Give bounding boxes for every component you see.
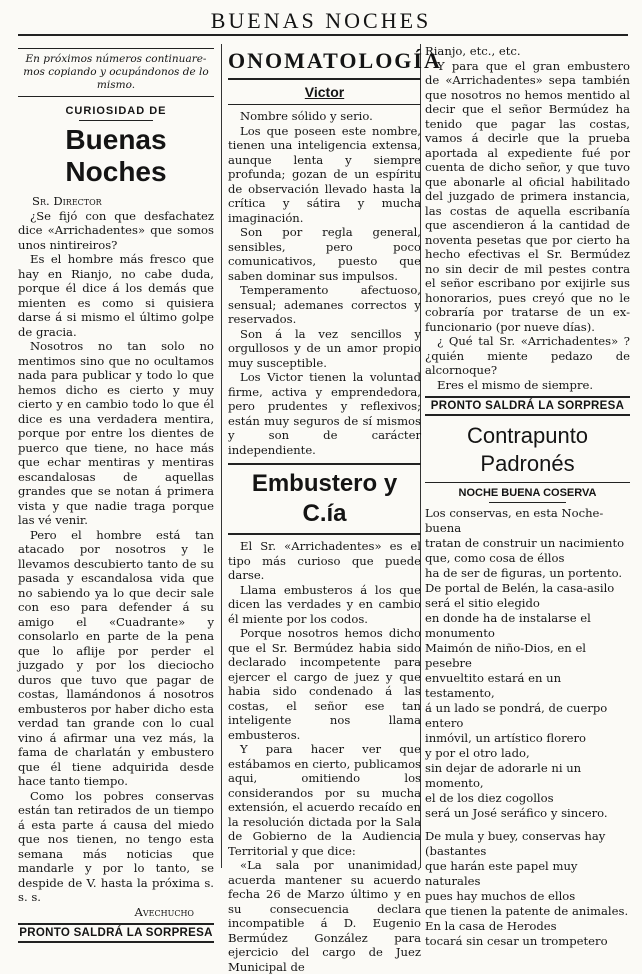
paragraph: Eres el mismo de siempre. xyxy=(437,377,594,392)
verse-line: que, como cosa de éllos xyxy=(425,551,565,565)
paragraph: Los que poseen este nombre, tienen una inteligencia extensa, aunque lenta y siempre profunda; gozan de un espíritu de observación llevado hasta la crítica y sátira y mucha imaginación. xyxy=(228,123,421,225)
article-author: Victor xyxy=(304,84,345,100)
paragraph: Porque nosotros hemos dicho que el Sr. Bermúdez habia sido declarado incompetente para ejercer el cargo de juez y que habia sido condenado á las costas, el señor ese tan inteligente nos llama embusteros. xyxy=(228,626,421,742)
verse-line: En la casa de Herodes xyxy=(425,919,557,933)
verse-line: en donde ha de instalarse el monumento xyxy=(425,611,591,640)
verse-line: envueltito estará en un testamento, xyxy=(425,671,562,700)
verse-line: tratan de construir un nacimiento xyxy=(425,536,625,550)
paragraph: Rianjo, etc., etc. xyxy=(425,44,521,58)
divider xyxy=(425,482,630,483)
verse-line: que tienen la patente de animales. xyxy=(425,904,629,918)
divider xyxy=(228,104,421,105)
masthead xyxy=(0,0,642,38)
paragraph: Son á la vez sencillos y orgullosos y de un amor propio muy susceptible. xyxy=(228,326,421,370)
article-title: Buenas Noches xyxy=(65,124,167,187)
paragraph: ¿ Qué tal Sr. «Arrichadentes» ? ¿quién miente pedazo de alcornoque? xyxy=(425,334,630,377)
divider xyxy=(228,463,421,465)
divider xyxy=(228,78,421,80)
verse-line: que harán este papel muy naturales xyxy=(425,859,578,888)
article-subtitle: NOCHE BUENA COSERVA xyxy=(458,487,597,499)
article-title: Embustero y C.ía xyxy=(251,470,398,527)
divider xyxy=(228,533,421,535)
verse-line: Maimón de niño-Dios, en el pesebre xyxy=(425,641,587,670)
masthead-title: BUENAS NOCHES xyxy=(210,8,432,33)
paragraph: Temperamento afectuoso, sensual; ademanes correctos y reservados. xyxy=(228,283,421,326)
column-1 xyxy=(18,44,214,939)
column-3 xyxy=(425,44,630,948)
verse-line: De portal de Belén, la casa-asilo xyxy=(425,581,615,595)
verse-line: inmóvil, un artístico florero xyxy=(425,731,587,745)
promo-banner: PRONTO SALDRÁ LA SORPRESA xyxy=(425,396,630,416)
column-divider xyxy=(221,44,222,868)
paragraph: ¿Se fijó con que desfachatez dice «Arrichadentes» que somos unos nintireiros? xyxy=(18,208,214,252)
intro-note: En próximos números continuare- mos copiando y ocupándonos de lo mismo. xyxy=(23,53,209,91)
masthead-rule xyxy=(18,34,628,36)
paragraph: Como los pobres conservas están tan retirados de un tiempo á esta parte á causa del miedo que nos tienen, no tengo esta semana más noticias que mandarle y por lo tanto, se despide de V. hasta la próxima s. s. s. xyxy=(18,788,214,904)
verse-line: sin dejar de adorarle ni un momento, xyxy=(425,761,582,790)
paragraph: Los Victor tienen la voluntad firme, activa y emprendedora, pero prudentes y reflexivos; están muy seguros de sí mismos y son de carácter independiente. xyxy=(228,370,421,457)
divider xyxy=(18,48,214,49)
verse-line: á un lado se pondrá, de cuerpo entero xyxy=(425,701,608,730)
paragraph: Y para que el gran embustero de «Arrichadentes» sepa también que nosotros no hemos mentido al decir que el señor Bermúdez ha tenido que pagar las costas, vamos á decirle que la prueba aportada al expediente fué por cuenta de dicho señor, y que tuvo que abonarle al oficial habilitado del juzgado de primera instancia, las costas de aquella escribanía que ascendieron á la cantidad de noventa pesetas que por cierto ha hecho efectivas el Sr. Bermúdez no sin decir de mil pestes contra el señor escribano por exijirle sus honorarios, pues creyó que no le cobraría por tratarse de un ex-funcionario (por nueve días). xyxy=(425,58,630,334)
paragraph: Llama embusteros á los que dicen las verdades y en cambio él miente por los codos. xyxy=(228,582,421,626)
paragraph: Nosotros no tan solo no mentimos sino que no ocultamos nada para publicar y todo lo que hemos dicho es cierto y muy cierto y en cambio todo lo que él dice es una verdadera mentira, porque por entre los dientes de puerco que tiene, no hace más que echar mentiras y mentiras escandalosas de aquellas grandes que se notan á primera vista y que nadie traga porque las vé venir. xyxy=(18,339,214,527)
verse-line: Los conservas, en esta Noche-buena xyxy=(425,506,604,535)
paragraph: «La sala por unanimidad, acuerda mantener su acuerdo fecha 26 de Marzo último y en su consecuencia declara incompatible á D. Eugenio Bermúdez González para ejercicio del cargo de Juez Municipal de xyxy=(228,858,421,974)
salutation: Sr. Director xyxy=(32,194,102,208)
verse-line: el de los diez cogollos xyxy=(425,791,554,805)
verse-stanza xyxy=(425,506,630,821)
paragraph: Y para hacer ver que estábamos en cierto, publicamos aqui, omitiendo los considerandos por su mucha extensión, el acuerdo recaído en la resolución dictada por la Sala de Gobierno de la Audiencia Territorial y que dice: xyxy=(228,742,422,858)
verse-line: y por el otro lado, xyxy=(425,746,530,760)
paragraph: Es el hombre más fresco que hay en Rianjo, no cabe duda, porque él dice á los demás que mienten es como si quisiera darse á si mismo el último golpe de gracia. xyxy=(18,252,214,339)
paragraph: Nombre sólido y serio. xyxy=(240,109,373,123)
verse-line: será un José seráfico y sincero. xyxy=(425,806,608,820)
verse-line: pues hay muchos de ellos xyxy=(425,889,576,903)
promo-banner: PRONTO SALDRÁ LA SORPRESA xyxy=(18,923,214,943)
signature: Avechucho xyxy=(134,904,194,919)
verse-line: será el sitio elegido xyxy=(425,596,540,610)
verse-line: ha de ser de figuras, un portento. xyxy=(425,566,623,580)
divider xyxy=(18,96,214,97)
ornament-rule xyxy=(79,120,153,121)
verse-stanza xyxy=(425,829,630,949)
column-2 xyxy=(228,44,442,974)
paragraph: Pero el hombre está tan atacado por nosotros y le llevamos descubierto tanto de su pasada y escandalosa vida que no sabiendo ya lo que decir sale con eso para defender á su amigo el «Cuadrante» y consolarlo en parte de la pena que lo aflije por perder el juzgado y por los dieciocho duros que tuvo que pagar de costas, llamándonos á nosotros embusteros por haber dicho esta verdad tan grande con lo cual vino á afirmar una vez más, la fama de charlatán y embustero que él tiene adquirida desde hace tanto tiempo. xyxy=(18,527,214,788)
paragraph: Son por regla general, sensibles, pero poco comunicativos, puesto que saben dominar sus impulsos. xyxy=(228,225,421,283)
article-kicker: CURIOSIDAD DE xyxy=(65,105,167,117)
paragraph: El Sr. «Arrichadentes» es el tipo más curioso que puede darse. xyxy=(228,539,421,582)
verse-line: tocará sin cesar un trompetero xyxy=(425,934,608,948)
ornament-rule xyxy=(489,502,567,503)
article-title: ONOMATOLOGÍA xyxy=(228,48,442,73)
article-title: Contrapunto Padronés xyxy=(466,423,589,476)
verse-line: De mula y buey, conservas hay (bastantes xyxy=(425,829,606,858)
